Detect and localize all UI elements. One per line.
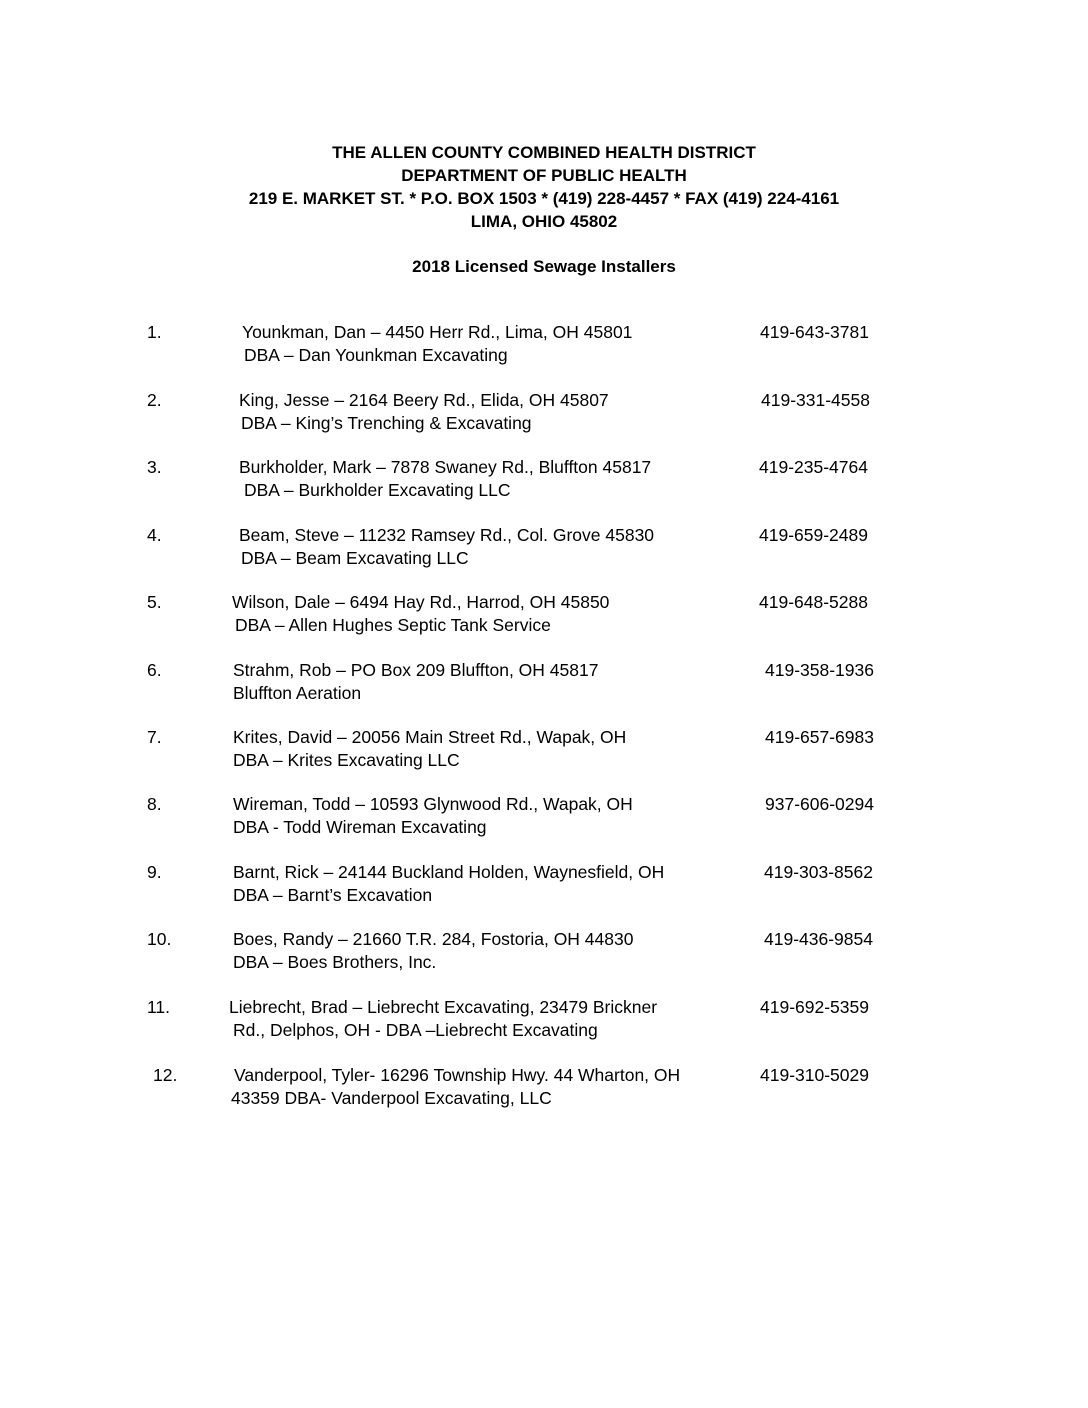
letterhead — [0, 141, 1088, 233]
entry-phone: 419-235-4764 — [759, 457, 868, 477]
entry-business: DBA – Beam Excavating LLC — [241, 548, 469, 568]
entry-phone: 419-648-5288 — [759, 592, 868, 612]
entry-contact: Boes, Randy – 21660 T.R. 284, Fostoria, OH 44830 — [233, 929, 634, 949]
city-line: LIMA, OHIO 45802 — [470, 212, 618, 231]
entry-number: 5. — [147, 592, 162, 612]
entry-business: DBA – King’s Trenching & Excavating — [241, 413, 532, 433]
entry-contact: Wireman, Todd – 10593 Glynwood Rd., Wapak, OH — [233, 794, 633, 814]
agency-name: THE ALLEN COUNTY COMBINED HEALTH DISTRICT — [332, 143, 756, 162]
entry-contact: Wilson, Dale – 6494 Hay Rd., Harrod, OH 45850 — [232, 592, 610, 612]
entry-number: 10. — [147, 929, 172, 949]
document-title: 2018 Licensed Sewage Installers — [412, 257, 676, 276]
entry-number: 11. — [147, 997, 171, 1017]
entry-business: 43359 DBA- Vanderpool Excavating, LLC — [231, 1088, 552, 1108]
entry-business: DBA - Todd Wireman Excavating — [233, 817, 487, 837]
entry-contact: Liebrecht, Brad – Liebrecht Excavating, 23479 Brickner — [229, 997, 658, 1017]
entry-phone: 419-659-2489 — [759, 525, 868, 545]
entry-contact: King, Jesse – 2164 Beery Rd., Elida, OH 45807 — [239, 390, 609, 410]
entry-contact: Vanderpool, Tyler- 16296 Township Hwy. 44 Wharton, OH — [234, 1065, 681, 1085]
entry-phone: 419-436-9854 — [764, 929, 873, 949]
entry-phone: 419-358-1936 — [765, 660, 874, 680]
entry-business: DBA – Allen Hughes Septic Tank Service — [235, 615, 551, 635]
entry-number: 9. — [147, 862, 162, 882]
department-name: DEPARTMENT OF PUBLIC HEALTH — [401, 166, 687, 185]
entry-phone: 419-657-6983 — [765, 727, 874, 747]
entry-phone: 419-303-8562 — [764, 862, 873, 882]
entry-phone: 419-310-5029 — [760, 1065, 869, 1085]
address-line: 219 E. MARKET ST. * P.O. BOX 1503 * (419) 228-4457 * FAX (419) 224-4161 — [248, 189, 840, 208]
entry-contact: Krites, David – 20056 Main Street Rd., Wapak, OH — [233, 727, 627, 747]
entry-number: 8. — [147, 794, 162, 814]
entry-business: Rd., Delphos, OH - DBA –Liebrecht Excavating — [233, 1020, 598, 1040]
entry-business: DBA – Dan Younkman Excavating — [244, 345, 508, 365]
entry-business: DBA – Burkholder Excavating LLC — [244, 480, 511, 500]
entry-business: DBA – Barnt’s Excavation — [233, 885, 433, 905]
entry-phone: 419-331-4558 — [761, 390, 870, 410]
entry-number: 6. — [147, 660, 162, 680]
entry-number: 12. — [153, 1065, 178, 1085]
entry-business: DBA – Krites Excavating LLC — [233, 750, 460, 770]
entry-contact: Barnt, Rick – 24144 Buckland Holden, Waynesfield, OH — [233, 862, 665, 882]
entry-contact: Strahm, Rob – PO Box 209 Bluffton, OH 45817 — [233, 660, 599, 680]
entry-number: 2. — [147, 390, 162, 410]
entry-business: Bluffton Aeration — [233, 683, 362, 703]
entry-contact: Beam, Steve – 11232 Ramsey Rd., Col. Grove 45830 — [239, 525, 655, 545]
entry-contact: Burkholder, Mark – 7878 Swaney Rd., Bluffton 45817 — [239, 457, 652, 477]
entry-number: 3. — [147, 457, 162, 477]
entry-phone: 419-643-3781 — [760, 322, 869, 342]
entry-number: 4. — [147, 525, 162, 545]
entry-number: 1. — [147, 322, 162, 342]
entry-business: DBA – Boes Brothers, Inc. — [233, 952, 437, 972]
entry-number: 7. — [147, 727, 162, 747]
entry-phone: 419-692-5359 — [760, 997, 869, 1017]
entry-contact: Younkman, Dan – 4450 Herr Rd., Lima, OH 45801 — [242, 322, 633, 342]
entry-phone: 937-606-0294 — [765, 794, 874, 814]
